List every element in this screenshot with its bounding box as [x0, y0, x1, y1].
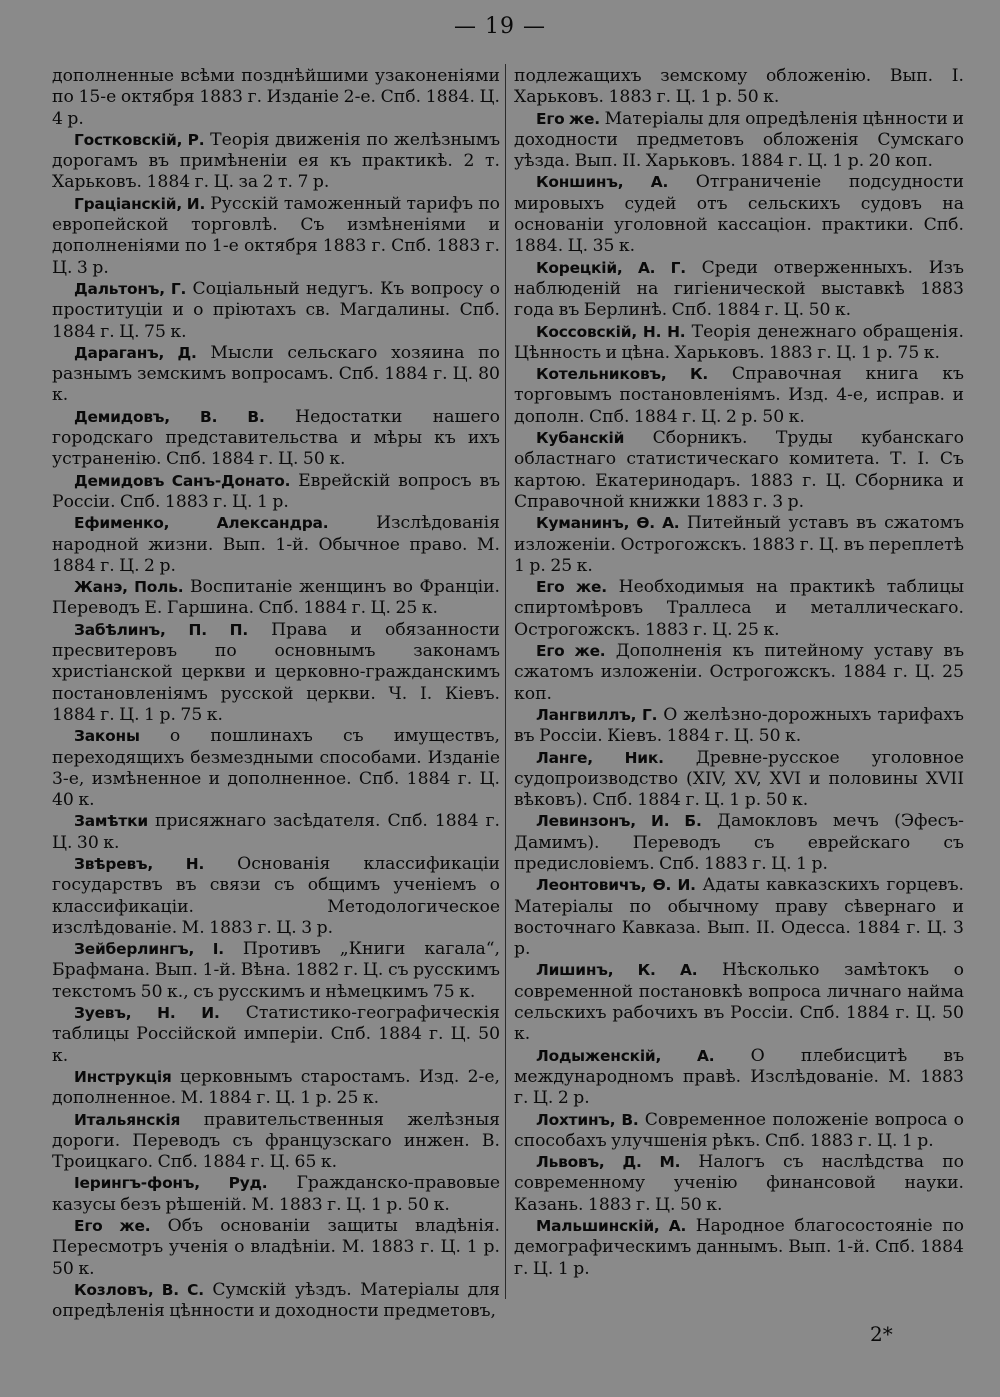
entry-text: правительственныя желѣзныя дороги. Переводъ съ французскаго инжен. В. Троицкаго. Спб. 1884 г. Ц. 65 к.: [52, 1109, 500, 1173]
entry-text: Дамокловъ мечъ (Эфесъ-Дамимъ). Переводъ съ еврейскаго съ предисловіемъ. Спб. 1883 г. Ц. 1 р.: [514, 811, 964, 874]
entry-author: Лишинъ, К. А.: [536, 961, 698, 980]
bibliography-entry: [52, 577, 500, 620]
bibliography-entry: [52, 1280, 500, 1323]
signature-mark: 2*: [870, 1322, 893, 1346]
entry-text: Народное благосостояніе по демографическимъ даннымъ. Вып. 1-й. Спб. 1884 г. Ц. 1 р.: [514, 1216, 964, 1279]
entry-author: Львовъ, Д. М.: [536, 1153, 681, 1172]
entry-author: Грацiанскій, И.: [74, 194, 206, 213]
entry-text: Теорія денежнаго обращенія. Цѣнность и цѣна. Харьковъ. 1883 г. Ц. 1 р. 75 к.: [514, 321, 965, 363]
entry-text: Нѣсколько замѣтокъ о современной постановкѣ вопроса личнаго найма сельскихъ рабочихъ въ Россіи. Спб. 1884 г. Ц. 50 к.: [514, 960, 964, 1045]
entry-author: Куманинъ, Ѳ. А.: [536, 514, 680, 533]
bibliography-entry: [52, 513, 500, 577]
bibliography-entry: [514, 1216, 964, 1280]
entry-text: Объ основаніи защиты владѣнія. Пересмотръ ученія о владѣніи. М. 1883 г. Ц. 1 р. 50 к.: [52, 1216, 500, 1279]
entry-author: Инструкція: [74, 1067, 172, 1086]
bibliography-entry: [52, 343, 500, 407]
entry-text: Воспитаніе женщинъ во Франціи. Переводъ Е. Гаршина. Спб. 1884 г. Ц. 25 к.: [52, 577, 500, 619]
bibliography-entry: [52, 194, 500, 279]
entry-text: Соціальный недугъ. Къ вопросу о проституціи и о пріютахъ св. Магдалины. Спб. 1884 г. Ц. 75 к.: [52, 278, 500, 342]
entry-author: Іерингъ-фонъ, Руд.: [74, 1174, 268, 1193]
entry-author: Итальянскія: [74, 1110, 181, 1129]
entry-text: Противъ „Книги кагала“, Брафмана. Вып. 1-й. Вѣна. 1882 г. Ц. съ русскимъ текстомъ 50 к., съ русскимъ и нѣмецкимъ 75 к.: [52, 939, 500, 1002]
bibliography-entry: [52, 854, 500, 939]
bibliography-entry: [52, 811, 500, 854]
entry-author: Лохтинъ, В.: [536, 1110, 639, 1129]
entry-author: Замѣтки: [74, 812, 148, 831]
entry-author: Дальтонъ, Г.: [74, 279, 187, 298]
entry-text: Русскій таможенный тарифъ по европейской торговлѣ. Съ измѣненіями и дополненіями по 1-е октября 1883 г. Спб. 1883 г. Ц. 3 р.: [52, 193, 500, 278]
entry-text: Отграниченіе подсудности мировыхъ судей отъ сельскихъ судовъ на основаніи уголовной кассаціон. практики. Спб. 1884. Ц. 35 к.: [514, 172, 964, 257]
entry-text: Недостатки нашего городскаго представительства и мѣры къ ихъ устраненію. Спб. 1884 г. Ц. 50 к.: [52, 406, 500, 470]
left-column: [52, 66, 500, 1323]
entry-author: Ланге, Ник.: [536, 748, 664, 767]
entry-author: Коншинъ, А.: [536, 173, 669, 192]
bibliography-entry: [514, 705, 964, 748]
bibliography-entry: [52, 726, 500, 811]
bibliography-entry: [514, 428, 964, 513]
bibliography-entry: [514, 1110, 964, 1153]
entry-author: Звѣревъ, Н.: [74, 854, 205, 873]
entry-text: Матеріалы для опредѣленія цѣнности и доходности предметовъ обложенія Сумскаго уѣзда. Вып. II. Харьковъ. 1884 г. Ц. 1 р. 20 коп.: [514, 108, 965, 172]
bibliography-entry: [52, 471, 500, 514]
bibliography-entry: [514, 364, 964, 428]
entry-author: Лангвиллъ, Г.: [536, 705, 658, 724]
entry-author: Козловъ, В. С.: [74, 1280, 204, 1299]
entry-text: церковнымъ старостамъ. Изд. 2-е, дополненное. М. 1884 г. Ц. 1 р. 25 к.: [52, 1066, 500, 1109]
bibliography-entry: [514, 641, 964, 705]
entry-author: Корецкій, А. Г.: [536, 258, 686, 277]
bibliography-entry: [52, 1003, 500, 1067]
entry-text: Изслѣдованія народной жизни. Вып. 1-й. Обычное право. М. 1884 г. Ц. 2 р.: [52, 513, 500, 576]
entry-text: Сумскій уѣздъ. Матеріалы для опредѣленія цѣнности и доходности предметовъ,: [52, 1279, 500, 1322]
bibliography-entry: [52, 130, 500, 194]
entry-text: дополненные всѣми позднѣйшими узаконеніями по 15-е октября 1883 г. Изданіе 2-е. Спб. 1884. Ц. 4 р.: [52, 66, 500, 129]
bibliography-entry: [514, 960, 964, 1045]
entry-author: Его же.: [74, 1217, 151, 1236]
entry-text: Питейный уставъ въ сжатомъ изложеніи. Острогожскъ. 1883 г. Ц. въ переплетѣ 1 р. 25 к.: [514, 513, 965, 576]
page-number: — 19 —: [454, 14, 546, 39]
entry-text: Необходимыя на практикѣ таблицы спиртомѣровъ Траллеса и металлическаго. Острогожскъ. 1883 г. Ц. 25 к.: [514, 577, 964, 640]
bibliography-entry: [514, 748, 964, 812]
bibliography-entry: [514, 513, 964, 577]
entry-author: Котельниковъ, К.: [536, 365, 709, 384]
entry-author: Забѣлинъ, П. П.: [74, 620, 248, 639]
bibliography-entry: [52, 1110, 500, 1174]
entry-text: Статистико-географическія таблицы Россійской имперіи. Спб. 1884 г. Ц. 50 к.: [52, 1003, 501, 1066]
bibliography-entry: [52, 1216, 500, 1280]
entry-text: Современное положеніе вопроса о способахъ улучшенія рѣкъ. Спб. 1883 г. Ц. 1 р.: [514, 1109, 965, 1151]
entry-text: Налогъ съ наслѣдства по современному ученію финансовой науки. Казань. 1883 г. Ц. 50 к.: [514, 1152, 965, 1215]
entry-author: Законы: [74, 727, 140, 746]
entry-author: Жанэ, Поль.: [74, 578, 184, 597]
column-divider: [505, 64, 506, 1299]
entry-text: Основанія классификаціи государствъ въ связи съ общимъ ученіемъ о классификаціи. Методологическое изслѣдованіе. М. 1883 г. Ц. 3 р.: [52, 853, 500, 938]
bibliography-entry: [52, 1067, 500, 1110]
bibliography-entry: [514, 322, 964, 365]
entry-author: Ефименко, Александра.: [74, 514, 329, 533]
entry-author: Лодыженскій, А.: [536, 1046, 715, 1065]
entry-author: Демидовъ Санъ-Донато.: [74, 471, 291, 490]
entry-text: подлежащихъ земскому обложенію. Вып. І. Харьковъ. 1883 г. Ц. 1 р. 50 к.: [514, 66, 964, 108]
bibliography-entry: [514, 1046, 964, 1110]
entry-author: Коссовскій, Н. Н.: [536, 322, 686, 341]
bibliography-entry: [52, 620, 500, 726]
bibliography-entry: [52, 407, 500, 471]
entry-text: Еврейскій вопросъ въ Россіи. Спб. 1883 г. Ц. 1 р.: [52, 470, 501, 512]
bibliography-entry: [514, 811, 964, 875]
entry-text: о пошлинахъ съ имуществъ, переходящихъ безмездными способами. Изданіе 3-е, измѣненное и дополненное. Спб. 1884 г. Ц. 40 к.: [52, 726, 500, 811]
bibliography-entry: [52, 66, 500, 130]
bibliography-entry: [514, 172, 964, 257]
bibliography-entry: [52, 279, 500, 343]
entry-author: Кубанскій: [536, 429, 625, 448]
entry-text: Дополненія къ питейному уставу въ сжатомъ изложеніи. Острогожскъ. 1884 г. Ц. 25 коп.: [514, 641, 964, 704]
bibliography-entry: [514, 875, 964, 960]
entry-author: Демидовъ, В. В.: [74, 407, 265, 426]
bibliography-entry: [514, 1152, 964, 1216]
bibliography-entry: [52, 1173, 500, 1216]
bibliography-entry: [514, 109, 964, 173]
entry-author: Зейберлингъ, І.: [74, 940, 224, 959]
entry-author: Его же.: [536, 578, 607, 597]
entry-author: Его же.: [536, 642, 606, 661]
entry-text: присяжнаго засѣдателя. Спб. 1884 г. Ц. 30 к.: [52, 811, 501, 853]
entry-author: Мальшинскій, А.: [536, 1217, 687, 1236]
entry-text: Гражданско-правовые казусы безъ рѣшеній. М. 1883 г. Ц. 1 р. 50 к.: [52, 1173, 500, 1215]
entry-author: Его же.: [536, 109, 600, 128]
entry-author: Гостковскій, Р.: [74, 130, 205, 149]
entry-text: Права и обязанности пресвитеровъ по основнымъ законамъ христіанской церкви и церковно-гражданскимъ постановленіямъ русской церкви. Ч. І. Кіевъ. 1884 г. Ц. 1 р. 75 к.: [52, 619, 500, 725]
entry-text: Древне-русское уголовное судопроизводство (XIV, XV, XVI и половины XVII вѣковъ). Спб. 1884 г. Ц. 1 р. 50 к.: [514, 747, 964, 811]
bibliography-entry: [514, 577, 964, 641]
entry-text: Мысли сельскаго хозяина по разнымъ земскимъ вопросамъ. Спб. 1884 г. Ц. 80 к.: [52, 342, 500, 406]
entry-text: Сборникъ. Труды кубанскаго областнаго статистическаго комитета. Т. І. Съ картою. Екатеринодаръ. 1883 г. Ц. Сборника и Справочной книжки 1883 г. 3 р.: [514, 428, 964, 512]
entry-text: Среди отверженныхъ. Изъ наблюденій на гигіенической выставкѣ 1883 года въ Берлинѣ. Спб. 1884 г. Ц. 50 к.: [514, 257, 964, 321]
entry-text: О плебисцитѣ въ международномъ правѣ. Изслѣдованіе. М. 1883 г. Ц. 2 р.: [514, 1045, 965, 1109]
entry-text: Справочная книга къ торговымъ постановленіямъ. Изд. 4-е, исправ. и дополн. Спб. 1884 г. Ц. 2 р. 50 к.: [514, 364, 964, 427]
entry-text: Теорія движенія по желѣзнымъ дорогамъ въ примѣненіи ея къ практикѣ. 2 т. Харьковъ. 1884 г. Ц. за 2 т. 7 р.: [52, 129, 501, 193]
bibliography-entry: [52, 939, 500, 1003]
bibliography-entry: [514, 258, 964, 322]
bibliography-entry: [514, 66, 964, 109]
entry-author: Зуевъ, Н. И.: [74, 1004, 220, 1023]
entry-text: О желѣзно-дорожныхъ тарифахъ въ Россіи. Кіевъ. 1884 г. Ц. 50 к.: [514, 704, 964, 747]
entry-author: Леонтовичъ, Ѳ. И.: [536, 876, 696, 895]
entry-text: Адаты кавказскихъ горцевъ. Матеріалы по обычному праву сѣвернаго и восточнаго Кавказа. Вып. II. Одесса. 1884 г. Ц. 3 р.: [514, 875, 964, 960]
entry-author: Левинзонъ, И. Б.: [536, 812, 702, 831]
right-column: [514, 66, 964, 1280]
entry-author: Дараганъ, Д.: [74, 343, 197, 362]
